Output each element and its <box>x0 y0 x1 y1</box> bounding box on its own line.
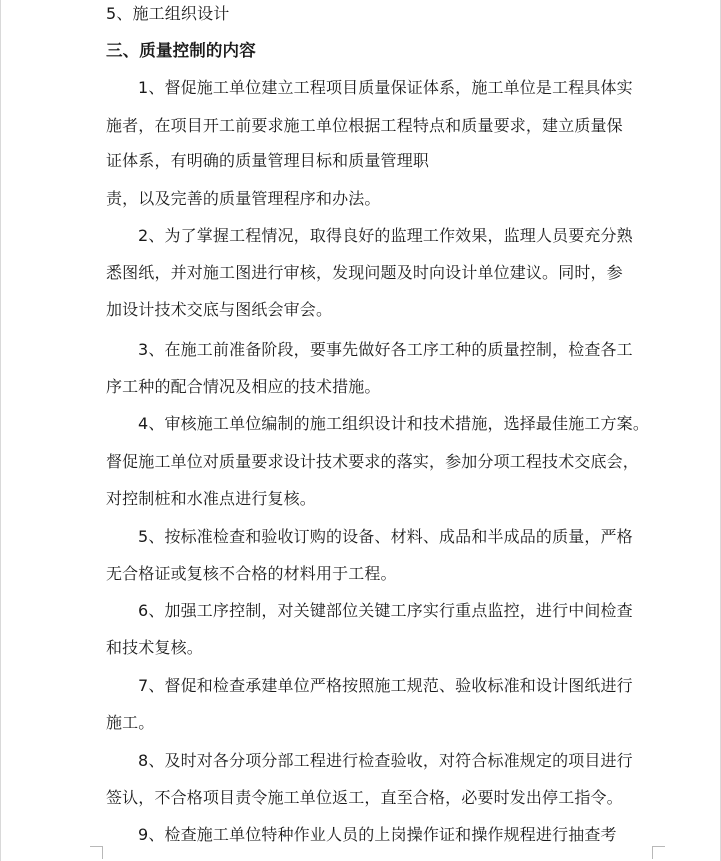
paragraph-line: 施者，在项目开工前要求施工单位根据工程特点和质量要求，建立质量保 <box>106 116 623 135</box>
page-corner-mark-right <box>652 846 665 859</box>
paragraph-line: 9、检查施工单位特种作业人员的上岗操作证和操作规程进行抽查考 <box>138 825 617 844</box>
paragraph-line: 悉图纸，并对施工图进行审核，发现问题及时向设计单位建议。同时，参 <box>106 263 623 282</box>
paragraph-line: 4、审核施工单位编制的施工组织设计和技术措施，选择最佳施工方案。 <box>138 414 649 433</box>
page-left-edge <box>0 0 1 861</box>
paragraph-line: 1、督促施工单位建立工程项目质量保证体系，施工单位是工程具体实 <box>138 78 633 97</box>
paragraph-line: 6、加强工序控制，对关键部位关键工序实行重点监控，进行中间检查 <box>138 601 633 620</box>
paragraph-line: 签认，不合格项目责令施工单位返工，直至合格，必要时发出停工指令。 <box>106 788 623 807</box>
paragraph-line: 8、及时对各分项分部工程进行检查验收，对符合标准规定的项目进行 <box>138 751 633 770</box>
section-heading-quality-control: 三、质量控制的内容 <box>106 41 256 60</box>
paragraph-line: 无合格证或复核不合格的材料用于工程。 <box>106 564 397 583</box>
paragraph-line: 加设计技术交底与图纸会审会。 <box>106 300 333 319</box>
paragraph-line: 施工。 <box>106 713 155 732</box>
paragraph-line: 3、在施工前准备阶段，要事先做好各工序工种的质量控制，检查各工 <box>138 340 633 359</box>
section-item-construction-org-design: 5、施工组织设计 <box>106 4 230 23</box>
paragraph-line: 督促施工单位对质量要求设计技术要求的落实，参加分项工程技术交底会， <box>106 452 639 471</box>
paragraph-line: 7、督促和检查承建单位严格按照施工规范、验收标准和设计图纸进行 <box>138 676 633 695</box>
paragraph-line: 对控制桩和水准点进行复核。 <box>106 489 316 508</box>
paragraph-line: 证体系，有明确的质量管理目标和质量管理职 <box>106 151 430 170</box>
paragraph-line: 2、为了掌握工程情况，取得良好的监理工作效果，监理人员要充分熟 <box>138 226 633 245</box>
paragraph-line: 序工种的配合情况及相应的技术措施。 <box>106 377 381 396</box>
paragraph-line: 5、按标准检查和验收订购的设备、材料、成品和半成品的质量，严格 <box>138 527 633 546</box>
page-corner-mark-left <box>90 846 103 859</box>
paragraph-line: 责，以及完善的质量管理程序和办法。 <box>106 189 381 208</box>
paragraph-line: 和技术复核。 <box>106 638 203 657</box>
